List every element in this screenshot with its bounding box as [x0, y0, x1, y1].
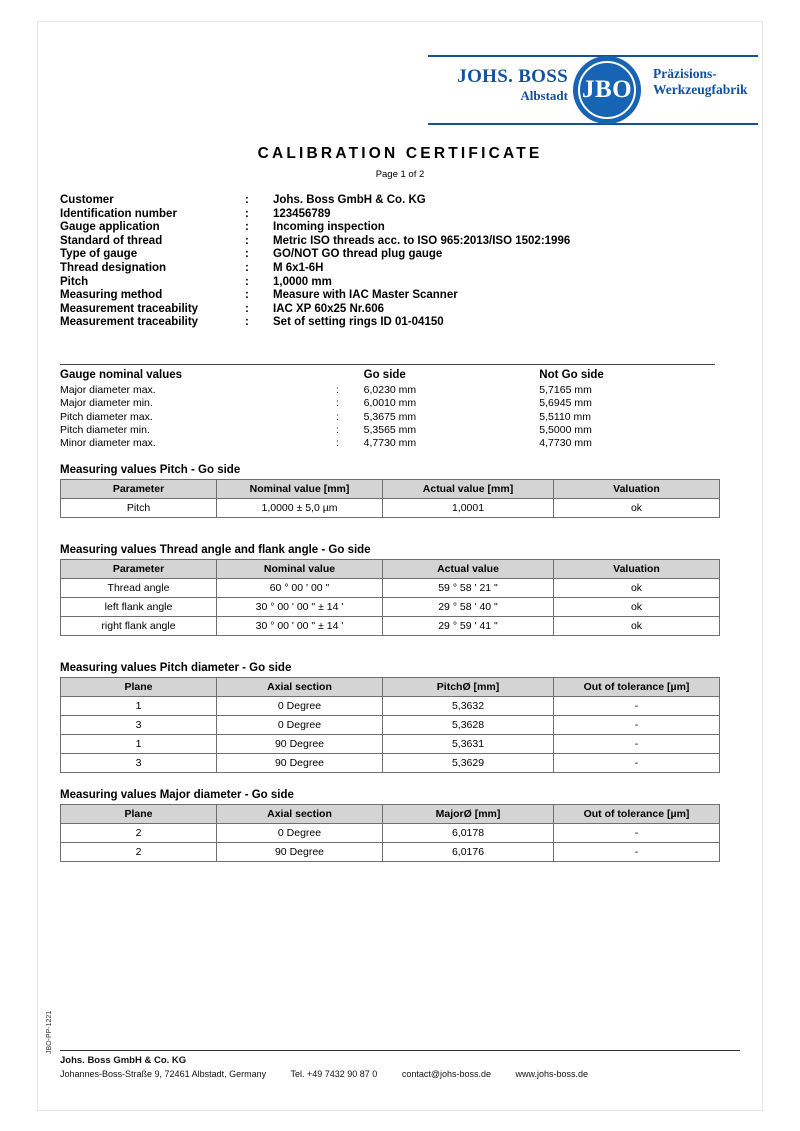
- nominal-row-label: Major diameter max.: [60, 384, 156, 397]
- table-header-row: [61, 480, 720, 499]
- column-header: Nominal value [mm]: [217, 480, 383, 499]
- table-row: [60, 208, 740, 222]
- cell-plane: 2: [61, 843, 217, 862]
- nominal-go-value: 5,3675 mm: [363, 410, 417, 423]
- logo-company-name: JOHS. BOSS: [457, 66, 568, 87]
- cell-out-of-tolerance: -: [554, 697, 720, 716]
- logo-company-city: Albstadt: [520, 88, 568, 103]
- nominal-row-label: Pitch diameter max.: [60, 410, 153, 423]
- nominal-row-separator: :: [336, 397, 339, 410]
- column-header: Plane: [61, 805, 217, 824]
- nominal-row-separator: :: [336, 423, 339, 436]
- cell-pitch-diameter: 5,3628: [383, 716, 554, 735]
- document-side-code: JBO-PP-1221: [46, 1010, 53, 1054]
- meta-label: Identification number: [60, 207, 177, 220]
- pitch-measurement-table: [60, 479, 720, 518]
- nominal-notgo-value: 4,7730 mm: [539, 436, 592, 449]
- table-row: [61, 697, 720, 716]
- logo-tagline-line1: Präzisions-: [653, 66, 717, 81]
- column-header: Axial section: [217, 805, 383, 824]
- cell-out-of-tolerance: -: [554, 843, 720, 862]
- section-heading: Measuring values Major diameter - Go side: [60, 789, 294, 801]
- column-header: Out of tolerance [µm]: [554, 805, 720, 824]
- table-row: [60, 303, 740, 317]
- cell-nominal: 60 ° 00 ' 00 ": [217, 579, 383, 598]
- meta-value: Measure with IAC Master Scanner: [273, 289, 458, 302]
- logo-tagline-line2: Werkzeugfabrik: [653, 82, 748, 97]
- nominal-section-title: Gauge nominal values: [60, 368, 183, 381]
- column-header: Axial section: [217, 678, 383, 697]
- nominal-row-label: Major diameter min.: [60, 397, 153, 410]
- cell-valuation: ok: [554, 598, 720, 617]
- section-heading: Measuring values Pitch diameter - Go side: [60, 662, 292, 674]
- table-row: [60, 423, 715, 436]
- table-row: [60, 262, 740, 276]
- meta-separator: :: [245, 248, 249, 261]
- meta-separator: :: [245, 275, 249, 288]
- footer-divider: [60, 1050, 740, 1051]
- cell-out-of-tolerance: -: [554, 716, 720, 735]
- meta-label: Customer: [60, 194, 114, 206]
- table-row: [61, 716, 720, 735]
- meta-label: Measuring method: [60, 289, 163, 302]
- nominal-row-label: Minor diameter max.: [60, 436, 156, 449]
- column-header: Nominal value: [217, 560, 383, 579]
- meta-separator: :: [245, 194, 249, 206]
- nominal-go-value: 4,7730 mm: [363, 436, 417, 449]
- cell-axial-section: 90 Degree: [217, 843, 383, 862]
- table-row: [61, 754, 720, 773]
- nominal-col-go: Go side: [363, 368, 406, 381]
- logo-wordmark: [428, 66, 568, 104]
- meta-label: Measurement traceability: [60, 302, 199, 315]
- column-header: Out of tolerance [µm]: [554, 678, 720, 697]
- cell-pitch-diameter: 5,3632: [383, 697, 554, 716]
- nominal-go-value: 5,3565 mm: [363, 423, 417, 436]
- table-row: [61, 579, 720, 598]
- major-diameter-table: [60, 804, 720, 862]
- pitch-diameter-section: [60, 662, 740, 773]
- cell-axial-section: 0 Degree: [217, 824, 383, 843]
- cell-actual: 29 ° 59 ' 41 ": [383, 617, 554, 636]
- cell-parameter: left flank angle: [61, 598, 217, 617]
- nominal-go-value: 6,0010 mm: [363, 397, 417, 410]
- footer-company: Johs. Boss GmbH & Co. KG: [60, 1055, 187, 1066]
- meta-separator: :: [245, 207, 249, 220]
- table-row: [60, 221, 740, 235]
- table-row: [60, 397, 715, 410]
- cell-valuation: ok: [554, 579, 720, 598]
- cell-nominal: 1,0000 ± 5,0 µm: [217, 499, 383, 518]
- cell-parameter: right flank angle: [61, 617, 217, 636]
- major-diameter-section: [60, 789, 740, 862]
- angle-measurement-section: [60, 544, 740, 636]
- table-row: [61, 843, 720, 862]
- meta-value: IAC XP 60x25 Nr.606: [273, 302, 385, 315]
- cell-axial-section: 0 Degree: [217, 697, 383, 716]
- table-row: [61, 735, 720, 754]
- cell-axial-section: 90 Degree: [217, 735, 383, 754]
- cell-axial-section: 0 Degree: [217, 716, 383, 735]
- cell-actual: 59 ° 58 ' 21 ": [383, 579, 554, 598]
- page-footer: [60, 1055, 740, 1079]
- column-header: PitchØ [mm]: [383, 678, 554, 697]
- footer-website[interactable]: www.johs-boss.de: [515, 1069, 589, 1079]
- logo-tagline: [653, 66, 748, 98]
- meta-value: GO/NOT GO thread plug gauge: [273, 248, 443, 261]
- section-divider: [60, 364, 715, 365]
- cell-actual: 29 ° 58 ' 40 ": [383, 598, 554, 617]
- meta-separator: :: [245, 234, 249, 247]
- column-header: Valuation: [554, 560, 720, 579]
- table-row: [61, 824, 720, 843]
- table-row: [61, 617, 720, 636]
- table-row: [60, 316, 740, 330]
- page-count-label: Page 1 of 2: [375, 169, 425, 180]
- cell-valuation: ok: [554, 499, 720, 518]
- meta-label: Pitch: [60, 275, 89, 288]
- footer-email[interactable]: contact@johs-boss.de: [401, 1069, 491, 1079]
- nominal-row-separator: :: [336, 436, 339, 449]
- table-header-row: [61, 678, 720, 697]
- table-row: [60, 289, 740, 303]
- meta-label: Thread designation: [60, 261, 167, 274]
- logo-monogram-text: JBO: [581, 76, 633, 103]
- meta-value: Incoming inspection: [273, 221, 385, 234]
- gauge-nominal-values-table: [60, 368, 715, 450]
- nominal-notgo-value: 5,6945 mm: [539, 397, 592, 410]
- cell-valuation: ok: [554, 617, 720, 636]
- cell-axial-section: 90 Degree: [217, 754, 383, 773]
- nominal-notgo-value: 5,7165 mm: [539, 384, 592, 397]
- cell-major-diameter: 6,0176: [383, 843, 554, 862]
- cell-out-of-tolerance: -: [554, 754, 720, 773]
- table-row: [60, 194, 740, 208]
- table-header-row: [61, 805, 720, 824]
- metadata-table: [60, 194, 740, 330]
- cell-parameter: Thread angle: [61, 579, 217, 598]
- gauge-nominal-values-section: [60, 364, 740, 450]
- footer-phone: Tel. +49 7432 90 87 0: [290, 1069, 378, 1079]
- cell-actual: 1,0001: [383, 499, 554, 518]
- nominal-header-spacer: [336, 368, 364, 384]
- cell-plane: 1: [61, 735, 217, 754]
- table-row: [60, 235, 740, 249]
- meta-separator: :: [245, 316, 249, 329]
- pitch-diameter-table: [60, 677, 720, 773]
- meta-value: Set of setting rings ID 01-04150: [273, 316, 444, 329]
- nominal-col-notgo: Not Go side: [539, 368, 604, 381]
- column-header: Parameter: [61, 560, 217, 579]
- cell-out-of-tolerance: -: [554, 824, 720, 843]
- column-header: Valuation: [554, 480, 720, 499]
- meta-separator: :: [245, 289, 249, 302]
- meta-value: Metric ISO threads acc. to ISO 965:2013/ISO 1502:1996: [273, 234, 571, 247]
- nominal-go-value: 6,0230 mm: [363, 384, 417, 397]
- page-title: CALIBRATION CERTIFICATE: [257, 145, 543, 162]
- nominal-row-separator: :: [336, 384, 339, 397]
- table-row: [61, 499, 720, 518]
- meta-value: M 6x1-6H: [273, 261, 324, 274]
- table-row: [60, 436, 715, 449]
- column-header: Actual value [mm]: [383, 480, 554, 499]
- meta-separator: :: [245, 261, 249, 274]
- cell-out-of-tolerance: -: [554, 735, 720, 754]
- pitch-measurement-section: [60, 464, 740, 518]
- cell-plane: 3: [61, 754, 217, 773]
- table-row: [60, 248, 740, 262]
- company-logo: [428, 60, 758, 122]
- nominal-notgo-value: 5,5110 mm: [539, 410, 592, 423]
- column-header: MajorØ [mm]: [383, 805, 554, 824]
- section-heading: Measuring values Pitch - Go side: [60, 464, 241, 476]
- table-row: [61, 598, 720, 617]
- meta-label: Measurement traceability: [60, 316, 199, 329]
- angle-measurement-table: [60, 559, 720, 636]
- section-heading: Measuring values Thread angle and flank angle - Go side: [60, 544, 371, 556]
- column-header: Parameter: [61, 480, 217, 499]
- meta-value: Johs. Boss GmbH & Co. KG: [273, 194, 426, 206]
- table-row: [60, 384, 715, 397]
- cell-plane: 2: [61, 824, 217, 843]
- cell-pitch-diameter: 5,3631: [383, 735, 554, 754]
- cell-nominal: 30 ° 00 ' 00 " ± 14 ': [217, 617, 383, 636]
- cell-nominal: 30 ° 00 ' 00 " ± 14 ': [217, 598, 383, 617]
- jbo-monogram-icon: [573, 56, 641, 124]
- meta-separator: :: [245, 221, 249, 234]
- cell-parameter: Pitch: [61, 499, 217, 518]
- meta-value: 1,0000 mm: [273, 275, 332, 288]
- table-row: [60, 276, 740, 290]
- nominal-row-label: Pitch diameter min.: [60, 423, 150, 436]
- cell-major-diameter: 6,0178: [383, 824, 554, 843]
- cell-plane: 3: [61, 716, 217, 735]
- footer-address: Johannes-Boss-Straße 9, 72461 Albstadt, Germany: [60, 1069, 267, 1079]
- nominal-notgo-value: 5,5000 mm: [539, 423, 592, 436]
- column-header: Plane: [61, 678, 217, 697]
- certificate-sheet: [38, 22, 762, 1110]
- table-row: [60, 410, 715, 423]
- table-header-row: [61, 560, 720, 579]
- meta-label: Type of gauge: [60, 248, 138, 261]
- nominal-row-separator: :: [336, 410, 339, 423]
- header-rule-top: [428, 55, 758, 57]
- cell-pitch-diameter: 5,3629: [383, 754, 554, 773]
- cell-plane: 1: [61, 697, 217, 716]
- table-header-row: [60, 368, 715, 384]
- header-rule-bottom: [428, 123, 758, 125]
- meta-label: Standard of thread: [60, 234, 163, 247]
- meta-value: 123456789: [273, 207, 331, 220]
- column-header: Actual value: [383, 560, 554, 579]
- meta-label: Gauge application: [60, 221, 160, 234]
- footer-contact-line: [60, 1069, 740, 1079]
- meta-separator: :: [245, 302, 249, 315]
